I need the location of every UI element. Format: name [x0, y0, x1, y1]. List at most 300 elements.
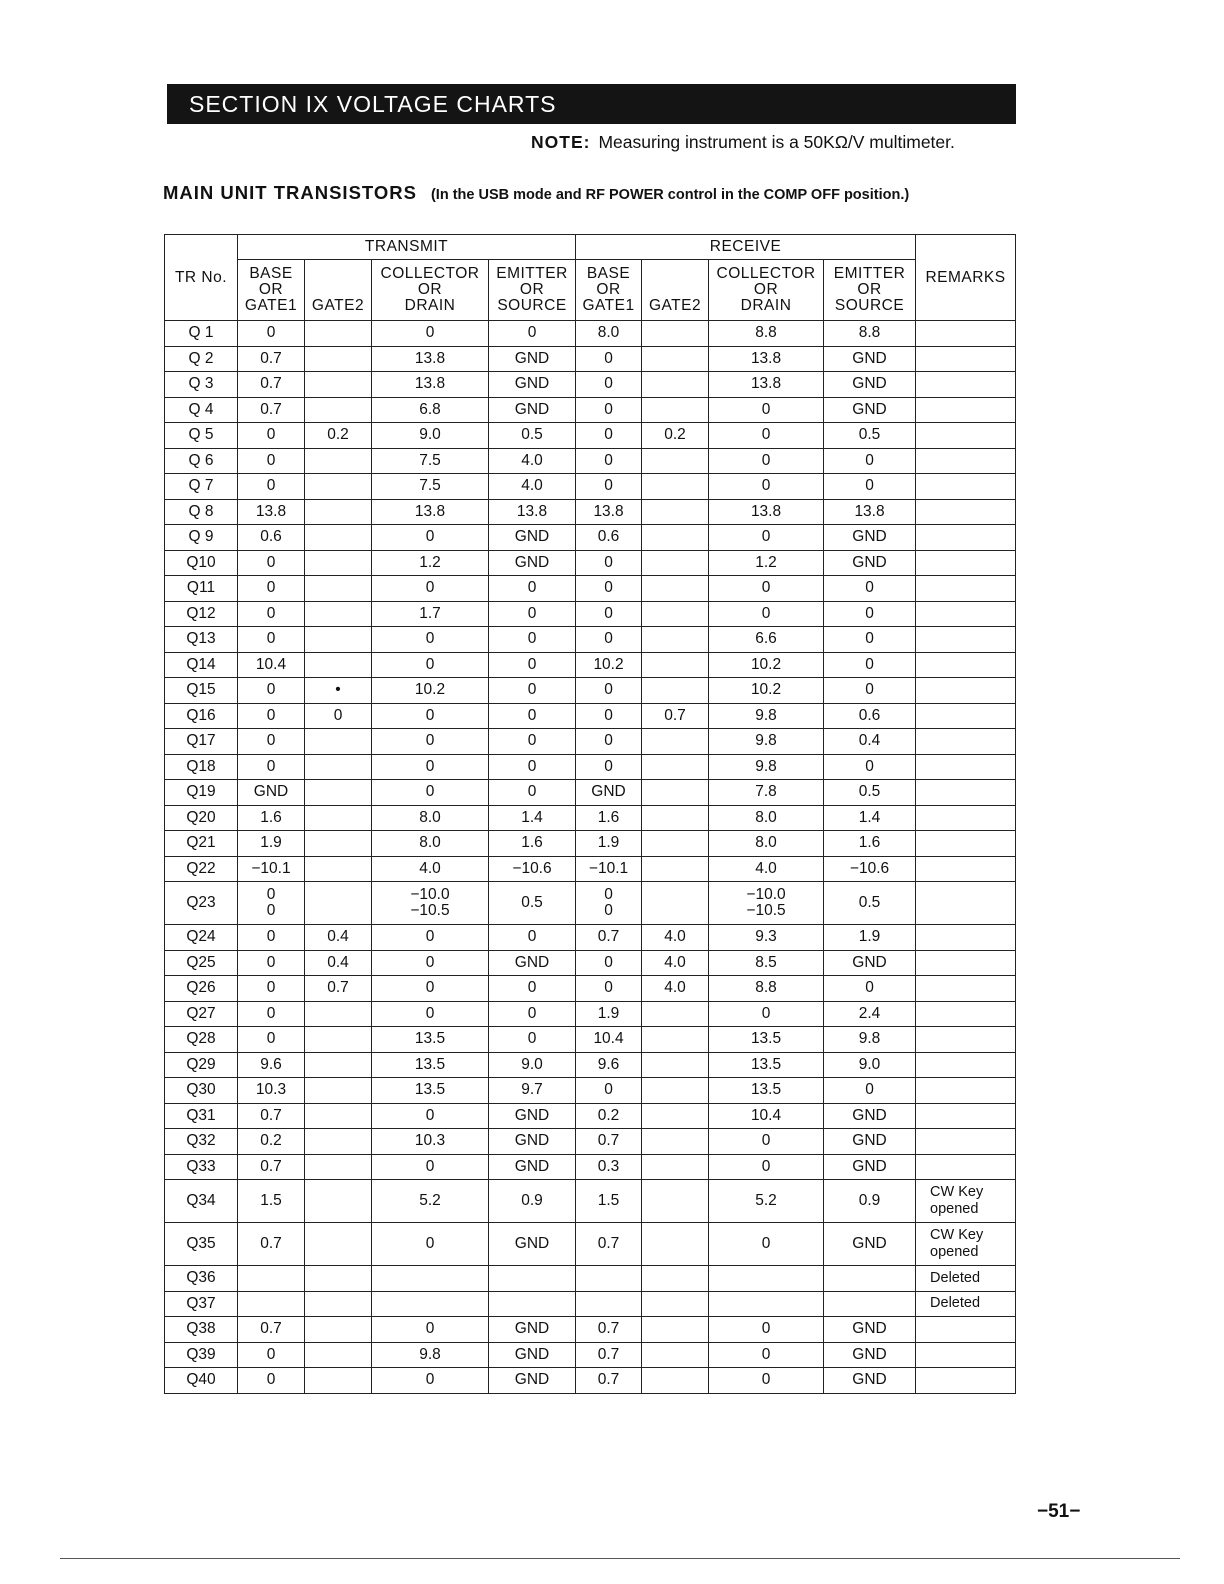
transistor-id: Q32 — [165, 1129, 238, 1155]
table-row — [165, 1180, 1016, 1223]
rx-col-header-line: COLLECTOR — [716, 265, 816, 282]
voltage-cell — [372, 1266, 489, 1292]
transistor-id: Q 8 — [165, 499, 238, 525]
voltage-cell: GND — [824, 1342, 916, 1368]
voltage-cell: 13.8 — [372, 372, 489, 398]
voltage-cell: 13.5 — [372, 1052, 489, 1078]
voltage-cell: 0 — [238, 754, 305, 780]
voltage-cell: GND — [824, 1103, 916, 1129]
remarks-cell — [916, 754, 1016, 780]
voltage-cell: −10.1 — [238, 856, 305, 882]
voltage-cell: 13.8 — [709, 372, 824, 398]
voltage-cell: 8.8 — [709, 321, 824, 347]
voltage-cell — [305, 1129, 372, 1155]
voltage-cell: 10.4 — [576, 1027, 642, 1053]
voltage-cell: 0 — [824, 976, 916, 1002]
table-row — [165, 550, 1016, 576]
transistor-id: Q15 — [165, 678, 238, 704]
table-row — [165, 1129, 1016, 1155]
voltage-cell: 0 — [824, 652, 916, 678]
voltage-cell — [305, 576, 372, 602]
voltage-cell: GND — [824, 346, 916, 372]
voltage-cell: 8.8 — [709, 976, 824, 1002]
voltage-cell: 0.6 — [824, 703, 916, 729]
transistor-id: Q37 — [165, 1291, 238, 1317]
voltage-cell: 0 — [576, 576, 642, 602]
table-row — [165, 1368, 1016, 1394]
voltage-cell: 0 — [489, 703, 576, 729]
voltage-cell: 0.7 — [642, 703, 709, 729]
voltage-cell: 1.4 — [824, 805, 916, 831]
transistor-id: Q23 — [165, 882, 238, 925]
transistor-id: Q21 — [165, 831, 238, 857]
voltage-cell: 0 — [372, 525, 489, 551]
voltage-cell: 0 — [238, 601, 305, 627]
voltage-cell: 4.0 — [489, 448, 576, 474]
voltage-cell — [305, 1291, 372, 1317]
voltage-cell — [642, 729, 709, 755]
transistor-id: Q26 — [165, 976, 238, 1002]
voltage-cell — [642, 1001, 709, 1027]
voltage-cell — [642, 1368, 709, 1394]
remarks-cell — [916, 678, 1016, 704]
voltage-cell: 0 — [709, 1001, 824, 1027]
voltage-cell: 0 — [238, 627, 305, 653]
tx-col-header-line — [305, 282, 371, 298]
voltage-cell — [642, 1078, 709, 1104]
voltage-cell — [642, 1223, 709, 1266]
tx-col-header — [372, 260, 489, 321]
rx-col-header-line: EMITTER — [833, 265, 906, 282]
voltage-cell — [305, 1317, 372, 1343]
voltage-cell: 0 — [238, 1342, 305, 1368]
remarks-cell: Deleted — [916, 1266, 1016, 1292]
table-row — [165, 474, 1016, 500]
remarks-cell: CW Key opened — [916, 1223, 1016, 1266]
transistor-id: Q18 — [165, 754, 238, 780]
rx-col-header — [824, 260, 916, 321]
voltage-cell: 8.0 — [709, 831, 824, 857]
transistor-id: Q 1 — [165, 321, 238, 347]
voltage-cell: 0 — [489, 754, 576, 780]
voltage-cell: GND — [489, 346, 576, 372]
voltage-cell: 1.7 — [372, 601, 489, 627]
voltage-cell: 0 — [824, 1078, 916, 1104]
voltage-cell — [305, 882, 372, 925]
voltage-cell — [305, 525, 372, 551]
voltage-cell: GND — [489, 1342, 576, 1368]
voltage-cell: 4.0 — [372, 856, 489, 882]
voltage-cell: 13.8 — [238, 499, 305, 525]
voltage-cell: 0 — [709, 576, 824, 602]
measurement-note — [531, 132, 1021, 153]
table-row — [165, 321, 1016, 347]
remarks-cell — [916, 1027, 1016, 1053]
voltage-cell: 9.0 — [489, 1052, 576, 1078]
remarks-cell — [916, 1368, 1016, 1394]
transistor-id: Q10 — [165, 550, 238, 576]
voltage-cell: 0 — [238, 925, 305, 951]
voltage-cell: 0 — [576, 678, 642, 704]
voltage-cell: 6.8 — [372, 397, 489, 423]
voltage-cell — [642, 1129, 709, 1155]
transistor-id: Q40 — [165, 1368, 238, 1394]
note-label: NOTE: — [531, 132, 591, 152]
note-text: Measuring instrument is a 50KΩ/V multimeter. — [598, 132, 955, 152]
voltage-cell: 13.8 — [709, 499, 824, 525]
voltage-cell: 8.8 — [824, 321, 916, 347]
voltage-cell: 0.2 — [305, 423, 372, 449]
voltage-cell — [305, 1001, 372, 1027]
voltage-cell: 13.5 — [372, 1027, 489, 1053]
voltage-cell: GND — [824, 950, 916, 976]
voltage-cell — [642, 1291, 709, 1317]
voltage-cell: 0 — [372, 652, 489, 678]
voltage-cell: 0 — [489, 780, 576, 806]
voltage-cell — [305, 1103, 372, 1129]
voltage-cell — [642, 448, 709, 474]
voltage-cell: 0 — [238, 1368, 305, 1394]
transistor-id: Q34 — [165, 1180, 238, 1223]
voltage-cell — [305, 397, 372, 423]
voltage-cell: GND — [824, 550, 916, 576]
voltage-cell: 0 — [576, 729, 642, 755]
table-row — [165, 499, 1016, 525]
transistor-id: Q13 — [165, 627, 238, 653]
remarks-cell — [916, 703, 1016, 729]
voltage-cell: 10.4 — [238, 652, 305, 678]
voltage-cell: 1.2 — [709, 550, 824, 576]
voltage-cell: 0.4 — [305, 950, 372, 976]
voltage-cell — [305, 321, 372, 347]
transistor-id: Q 3 — [165, 372, 238, 398]
table-row — [165, 703, 1016, 729]
transmit-header: TRANSMIT — [238, 235, 576, 260]
voltage-cell: 0 0 — [238, 882, 305, 925]
voltage-cell: 0.7 — [576, 1317, 642, 1343]
voltage-cell: 7.5 — [372, 474, 489, 500]
rx-col-header — [642, 260, 709, 321]
voltage-cell: 0 — [489, 321, 576, 347]
voltage-cell: 1.9 — [576, 1001, 642, 1027]
tx-col-header — [489, 260, 576, 321]
voltage-cell: 0 0 — [576, 882, 642, 925]
voltage-cell: 0.7 — [576, 1368, 642, 1394]
voltage-cell: 1.4 — [489, 805, 576, 831]
voltage-cell: 0 — [372, 1223, 489, 1266]
remarks-cell — [916, 321, 1016, 347]
remarks-cell — [916, 372, 1016, 398]
rx-col-header — [576, 260, 642, 321]
remarks-cell — [916, 1342, 1016, 1368]
voltage-cell — [305, 831, 372, 857]
voltage-cell: 0.7 — [305, 976, 372, 1002]
rx-col-header-line: SOURCE — [834, 297, 905, 314]
voltage-cell — [642, 1266, 709, 1292]
voltage-cell — [489, 1291, 576, 1317]
voltage-cell: 0 — [489, 1027, 576, 1053]
voltage-cell: 13.8 — [824, 499, 916, 525]
voltage-cell — [642, 1103, 709, 1129]
voltage-cell: GND — [824, 1129, 916, 1155]
voltage-cell: 1.9 — [576, 831, 642, 857]
voltage-cell: 0 — [372, 729, 489, 755]
voltage-cell: 0 — [372, 950, 489, 976]
voltage-cell: 0.7 — [238, 1103, 305, 1129]
voltage-cell — [305, 1223, 372, 1266]
voltage-cell: 0 — [709, 1223, 824, 1266]
voltage-cell: 0 — [238, 448, 305, 474]
transistor-id: Q38 — [165, 1317, 238, 1343]
remarks-cell — [916, 448, 1016, 474]
voltage-cell: 0 — [576, 703, 642, 729]
voltage-cell: 0.9 — [489, 1180, 576, 1223]
voltage-cell: 0.5 — [824, 780, 916, 806]
voltage-cell: 0 — [824, 448, 916, 474]
voltage-cell: 0 — [238, 703, 305, 729]
remarks-cell — [916, 499, 1016, 525]
voltage-cell: 0 — [238, 550, 305, 576]
voltage-cell: 0 — [576, 474, 642, 500]
voltage-cell: 0 — [576, 346, 642, 372]
remarks-cell — [916, 576, 1016, 602]
table-row — [165, 372, 1016, 398]
voltage-cell: GND — [824, 397, 916, 423]
voltage-cell: 9.8 — [709, 729, 824, 755]
voltage-cell: 0 — [238, 678, 305, 704]
voltage-cell: 4.0 — [489, 474, 576, 500]
voltage-cell: 0.7 — [576, 1342, 642, 1368]
voltage-cell: 9.8 — [824, 1027, 916, 1053]
voltage-cell: GND — [489, 372, 576, 398]
voltage-cell: 0 — [824, 576, 916, 602]
rx-col-header-line: GATE1 — [582, 297, 635, 314]
rx-col-header-line — [642, 266, 708, 282]
rx-col-header — [709, 260, 824, 321]
table-row — [165, 1027, 1016, 1053]
voltage-cell — [709, 1291, 824, 1317]
voltage-cell: 0 — [576, 372, 642, 398]
voltage-cell: GND — [489, 1223, 576, 1266]
voltage-cell — [372, 1291, 489, 1317]
transistor-id: Q25 — [165, 950, 238, 976]
voltage-cell: 9.6 — [238, 1052, 305, 1078]
voltage-cell: 9.8 — [709, 754, 824, 780]
voltage-cell: 10.3 — [372, 1129, 489, 1155]
voltage-cell: 0 — [372, 780, 489, 806]
table-row — [165, 729, 1016, 755]
voltage-cell — [305, 1368, 372, 1394]
voltage-cell: 0.7 — [238, 1223, 305, 1266]
voltage-cell — [305, 1266, 372, 1292]
voltage-cell — [305, 1078, 372, 1104]
voltage-cell: 0.7 — [238, 1154, 305, 1180]
voltage-cell: GND — [489, 525, 576, 551]
voltage-cell — [305, 448, 372, 474]
remarks-cell — [916, 729, 1016, 755]
remarks-cell — [916, 550, 1016, 576]
voltage-cell — [305, 1180, 372, 1223]
tx-col-header — [238, 260, 305, 321]
remarks-cell — [916, 1001, 1016, 1027]
voltage-cell — [305, 1052, 372, 1078]
table-row — [165, 1103, 1016, 1129]
transistor-id: Q28 — [165, 1027, 238, 1053]
voltage-cell: 13.8 — [372, 499, 489, 525]
tx-col-header-line: GATE2 — [311, 297, 365, 314]
table-row — [165, 925, 1016, 951]
voltage-cell: 13.8 — [576, 499, 642, 525]
remarks-cell — [916, 780, 1016, 806]
voltage-cell: 0.4 — [305, 925, 372, 951]
transistor-id: Q 2 — [165, 346, 238, 372]
voltage-cell: 1.9 — [824, 925, 916, 951]
voltage-cell: 0 — [372, 754, 489, 780]
tx-col-header-line: OR — [417, 281, 443, 298]
voltage-cell: 4.0 — [642, 950, 709, 976]
voltage-cell: 0 — [238, 729, 305, 755]
voltage-cell: GND — [824, 1317, 916, 1343]
voltage-cell: 0 — [238, 321, 305, 347]
transistor-id: Q39 — [165, 1342, 238, 1368]
table-title: MAIN UNIT TRANSISTORS — [163, 182, 417, 203]
voltage-cell — [642, 372, 709, 398]
voltage-cell: 0 — [709, 1129, 824, 1155]
transistor-id: Q 5 — [165, 423, 238, 449]
voltage-cell — [305, 856, 372, 882]
voltage-cell — [642, 499, 709, 525]
voltage-cell: 0 — [576, 601, 642, 627]
voltage-cell — [642, 321, 709, 347]
remarks-cell: CW Key opened — [916, 1180, 1016, 1223]
table-row — [165, 1291, 1016, 1317]
remarks-cell — [916, 925, 1016, 951]
voltage-cell — [642, 550, 709, 576]
voltage-cell: 0 — [576, 950, 642, 976]
voltage-cell: 13.5 — [709, 1078, 824, 1104]
table-row — [165, 627, 1016, 653]
table-row — [165, 1342, 1016, 1368]
voltage-cell — [238, 1266, 305, 1292]
tx-col-header-line — [305, 266, 371, 282]
voltage-cell — [642, 678, 709, 704]
voltage-cell: GND — [824, 1368, 916, 1394]
voltage-cell: 0.5 — [824, 423, 916, 449]
voltage-cell: 0 — [824, 678, 916, 704]
tx-col-header-line: BASE — [249, 265, 293, 282]
table-row — [165, 856, 1016, 882]
voltage-cell — [642, 601, 709, 627]
voltage-cell — [642, 525, 709, 551]
voltage-cell: −10.6 — [824, 856, 916, 882]
transistor-id: Q 4 — [165, 397, 238, 423]
table-row — [165, 652, 1016, 678]
table-row — [165, 678, 1016, 704]
transistor-id: Q16 — [165, 703, 238, 729]
voltage-cell — [642, 1180, 709, 1223]
voltage-cell: 8.0 — [372, 831, 489, 857]
tr-no-header: TR No. — [165, 235, 238, 321]
voltage-cell: 5.2 — [709, 1180, 824, 1223]
voltage-cell: 13.8 — [372, 346, 489, 372]
voltage-cell — [305, 780, 372, 806]
voltage-cell: 9.6 — [576, 1052, 642, 1078]
voltage-cell: 0.7 — [576, 1223, 642, 1266]
voltage-cell: 9.8 — [709, 703, 824, 729]
voltage-cell: 0 — [305, 703, 372, 729]
voltage-cell: 10.4 — [709, 1103, 824, 1129]
voltage-cell — [305, 601, 372, 627]
transistor-id: Q33 — [165, 1154, 238, 1180]
voltage-cell: 0 — [238, 474, 305, 500]
voltage-cell: 0 — [576, 448, 642, 474]
table-row — [165, 754, 1016, 780]
voltage-cell: 0 — [824, 754, 916, 780]
voltage-cell: GND — [489, 1154, 576, 1180]
voltage-cell — [642, 1342, 709, 1368]
tx-col-header-line: COLLECTOR — [380, 265, 480, 282]
voltage-cell: 10.2 — [576, 652, 642, 678]
rx-col-header-line: GATE2 — [648, 297, 702, 314]
transistor-id: Q14 — [165, 652, 238, 678]
table-row — [165, 950, 1016, 976]
transistor-id: Q35 — [165, 1223, 238, 1266]
voltage-cell — [305, 474, 372, 500]
voltage-cell: 13.8 — [709, 346, 824, 372]
voltage-cell: GND — [489, 1129, 576, 1155]
remarks-cell — [916, 976, 1016, 1002]
voltage-cell — [642, 1317, 709, 1343]
voltage-cell: 8.5 — [709, 950, 824, 976]
voltage-cell: GND — [576, 780, 642, 806]
tx-col-header-line: OR — [519, 281, 545, 298]
voltage-cell — [642, 474, 709, 500]
voltage-cell — [305, 1027, 372, 1053]
voltage-cell: 0.3 — [576, 1154, 642, 1180]
remarks-cell — [916, 950, 1016, 976]
remarks-cell — [916, 525, 1016, 551]
voltage-cell: 2.4 — [824, 1001, 916, 1027]
table-row — [165, 1052, 1016, 1078]
page-number: −51− — [1037, 1501, 1081, 1522]
voltage-cell — [305, 627, 372, 653]
voltage-cell: 0 — [372, 703, 489, 729]
voltage-cell: 0.5 — [489, 423, 576, 449]
voltage-cell: 0.6 — [576, 525, 642, 551]
tx-col-header-line: SOURCE — [497, 297, 567, 314]
voltage-cell: 0.2 — [576, 1103, 642, 1129]
voltage-cell: 0 — [576, 1078, 642, 1104]
voltage-cell: 0 — [489, 729, 576, 755]
voltage-cell: • — [305, 678, 372, 704]
voltage-cell: 0 — [576, 627, 642, 653]
voltage-cell: −10.1 — [576, 856, 642, 882]
voltage-cell: 13.8 — [489, 499, 576, 525]
remarks-cell — [916, 474, 1016, 500]
voltage-cell: 0 — [709, 397, 824, 423]
voltage-cell: 0 — [576, 754, 642, 780]
voltage-cell: 6.6 — [709, 627, 824, 653]
transistor-id: Q 7 — [165, 474, 238, 500]
voltage-cell: 0 — [238, 423, 305, 449]
remarks-cell — [916, 601, 1016, 627]
voltage-cell: GND — [489, 1103, 576, 1129]
voltage-cell — [305, 1154, 372, 1180]
tx-col-header-line: OR — [258, 281, 284, 298]
rx-col-header-line: OR — [753, 281, 779, 298]
voltage-cell — [709, 1266, 824, 1292]
voltage-cell: 13.5 — [709, 1027, 824, 1053]
